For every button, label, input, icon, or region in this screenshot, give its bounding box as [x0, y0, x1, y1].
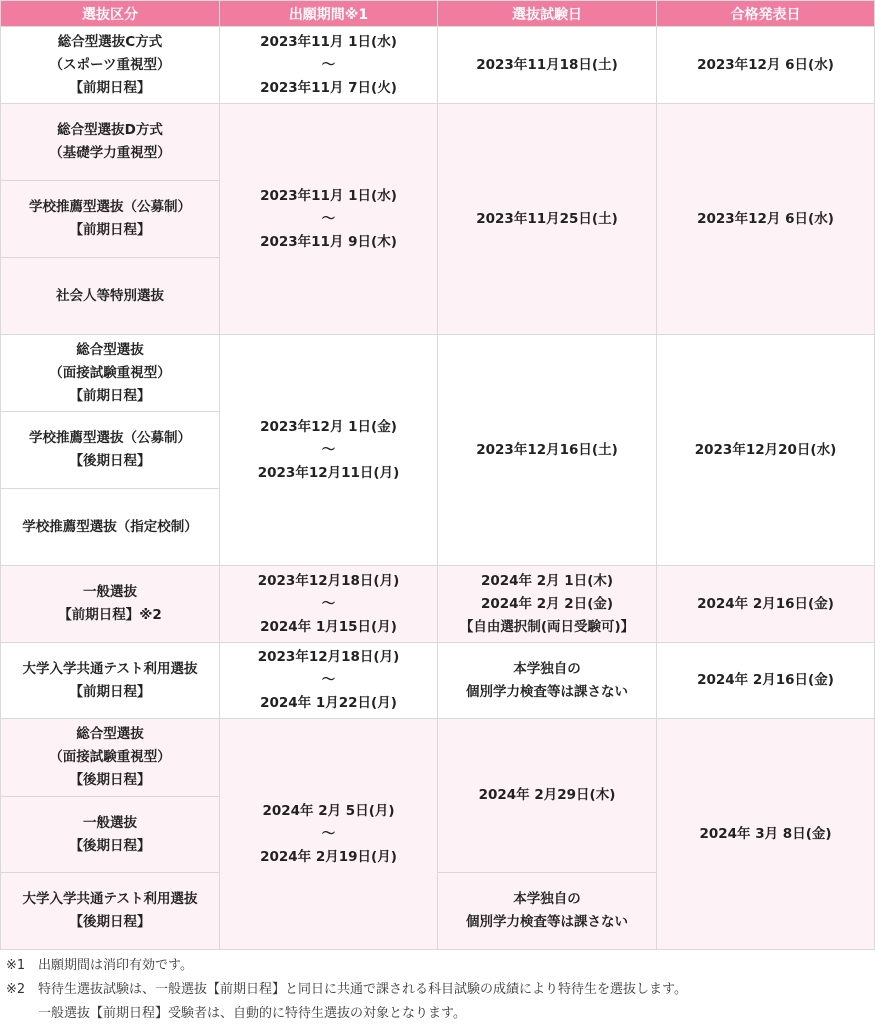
period-cell — [220, 27, 438, 104]
period-tilde: 〜 — [321, 441, 336, 458]
category-line: 学校推薦型選抜（公募制） — [29, 430, 191, 446]
category-line: 一般選抜 — [83, 814, 137, 831]
category-cell — [1, 873, 220, 950]
period-end: 2024年 1月22日(月) — [260, 695, 397, 711]
category-line: 【前期日程】※2 — [58, 607, 162, 623]
category-cell — [1, 643, 220, 719]
category-line: 学校推薦型選抜（指定校制） — [22, 518, 198, 535]
category-line: 【後期日程】 — [69, 772, 151, 788]
category-cell — [1, 719, 220, 797]
result-date-cell: 2024年 2月16日(金) — [657, 566, 875, 643]
category-line: （スポーツ重視型） — [49, 56, 171, 73]
result-date-cell: 2023年12月20日(水) — [657, 335, 875, 566]
category-line: 総合型選抜 — [76, 341, 144, 358]
period-cell — [220, 643, 438, 719]
header-exam-date: 選抜試験日 — [438, 1, 657, 27]
table-row — [1, 566, 875, 643]
period-start: 2023年12月18日(月) — [257, 572, 400, 589]
footnote-text: 一般選抜【前期日程】受験者は、自動的に特待生選抜の対象となります。 — [38, 1006, 466, 1021]
result-date-cell: 2024年 3月 8日(金) — [657, 719, 875, 950]
period-end: 2023年11月 9日(木) — [260, 233, 397, 250]
category-cell — [1, 27, 220, 104]
period-start: 2024年 2月 5日(月) — [262, 802, 395, 819]
period-cell — [220, 719, 438, 950]
category-line: 【前期日程】 — [69, 387, 151, 404]
footnote-mark: ※1 — [6, 958, 26, 973]
category-line: 【前期日程】 — [69, 683, 151, 700]
category-line: 社会人等特別選抜 — [56, 287, 164, 304]
category-line: 一般選抜 — [83, 584, 137, 600]
footnote-2-continued — [0, 1002, 875, 1026]
exam-line: 2024年 2月 2日(金) — [480, 595, 614, 612]
footnotes — [0, 954, 875, 1026]
exam-date-cell: 2023年11月18日(土) — [438, 27, 657, 104]
category-cell — [1, 797, 220, 873]
exam-line: 【自由選択制(両日受験可)】 — [459, 618, 635, 635]
period-cell — [220, 104, 438, 335]
period-tilde: 〜 — [321, 210, 336, 227]
category-line: 【後期日程】 — [69, 453, 151, 469]
category-cell — [1, 258, 220, 335]
exam-date-cell: 2023年12月16日(土) — [438, 335, 657, 566]
period-cell — [220, 335, 438, 566]
period-start: 2023年11月 1日(水) — [260, 187, 397, 204]
category-cell — [1, 489, 220, 566]
category-line: （面接試験重視型） — [49, 749, 171, 765]
period-tilde: 〜 — [321, 672, 336, 688]
table-row — [1, 643, 875, 719]
category-cell — [1, 104, 220, 181]
category-line: 【前期日程】 — [69, 79, 151, 96]
header-result-date: 合格発表日 — [657, 1, 875, 27]
exam-line: 個別学力検査等は課さない — [466, 683, 628, 700]
category-line: 【後期日程】 — [69, 914, 151, 930]
exam-date-cell: 2024年 2月29日(木) — [438, 719, 657, 873]
period-tilde: 〜 — [321, 595, 336, 612]
period-tilde: 〜 — [321, 56, 336, 73]
table-row — [1, 335, 875, 412]
footnote-text: 出願期間は消印有効です。 — [38, 958, 193, 973]
category-line: 【後期日程】 — [69, 837, 151, 854]
category-cell — [1, 335, 220, 412]
exam-line: 本学独自の — [513, 660, 581, 677]
period-start: 2023年12月18日(月) — [257, 649, 400, 665]
exam-date-cell: 2023年11月25日(土) — [438, 104, 657, 335]
footnote-2 — [0, 978, 875, 1002]
header-row — [1, 1, 875, 27]
header-application-period: 出願期間※1 — [220, 1, 438, 27]
exam-line: 本学独自の — [513, 891, 581, 907]
period-end: 2024年 1月15日(月) — [260, 618, 397, 635]
footnote-text: 特待生選抜試験は、一般選抜【前期日程】と同日に共通で課される科目試験の成績により特待生を選抜します。 — [38, 982, 687, 997]
category-line: 総合型選抜C方式 — [57, 33, 163, 50]
table-row — [1, 104, 875, 181]
category-line: 総合型選抜D方式 — [57, 122, 163, 138]
period-end: 2023年12月11日(月) — [257, 464, 400, 481]
category-cell — [1, 181, 220, 258]
period-tilde: 〜 — [321, 825, 336, 842]
category-line: （基礎学力重視型） — [49, 145, 171, 161]
exam-date-cell — [438, 566, 657, 643]
category-line: 学校推薦型選抜（公募制） — [29, 199, 191, 215]
table-row — [1, 719, 875, 797]
period-end: 2023年11月 7日(火) — [260, 79, 397, 96]
table-row — [1, 27, 875, 104]
exam-line: 2024年 2月 1日(木) — [480, 572, 614, 589]
category-cell — [1, 412, 220, 489]
exam-line: 個別学力検査等は課さない — [466, 914, 628, 930]
category-line: 大学入学共通テスト利用選抜 — [22, 660, 198, 677]
result-date-cell: 2023年12月 6日(水) — [657, 104, 875, 335]
period-end: 2024年 2月19日(月) — [260, 848, 397, 865]
exam-date-cell — [438, 643, 657, 719]
result-date-cell: 2024年 2月16日(金) — [657, 643, 875, 719]
exam-date-cell — [438, 873, 657, 950]
period-start: 2023年12月 1日(金) — [260, 418, 397, 435]
footnote-1 — [0, 954, 875, 978]
footnote-mark: ※2 — [6, 982, 26, 997]
period-start: 2023年11月 1日(水) — [260, 33, 397, 50]
period-cell — [220, 566, 438, 643]
category-cell — [1, 566, 220, 643]
category-line: （面接試験重視型） — [49, 364, 171, 381]
category-line: 大学入学共通テスト利用選抜 — [22, 891, 198, 907]
category-line: 【前期日程】 — [69, 222, 151, 238]
category-line: 総合型選抜 — [76, 726, 144, 742]
result-date-cell: 2023年12月 6日(水) — [657, 27, 875, 104]
header-category: 選抜区分 — [1, 1, 220, 27]
